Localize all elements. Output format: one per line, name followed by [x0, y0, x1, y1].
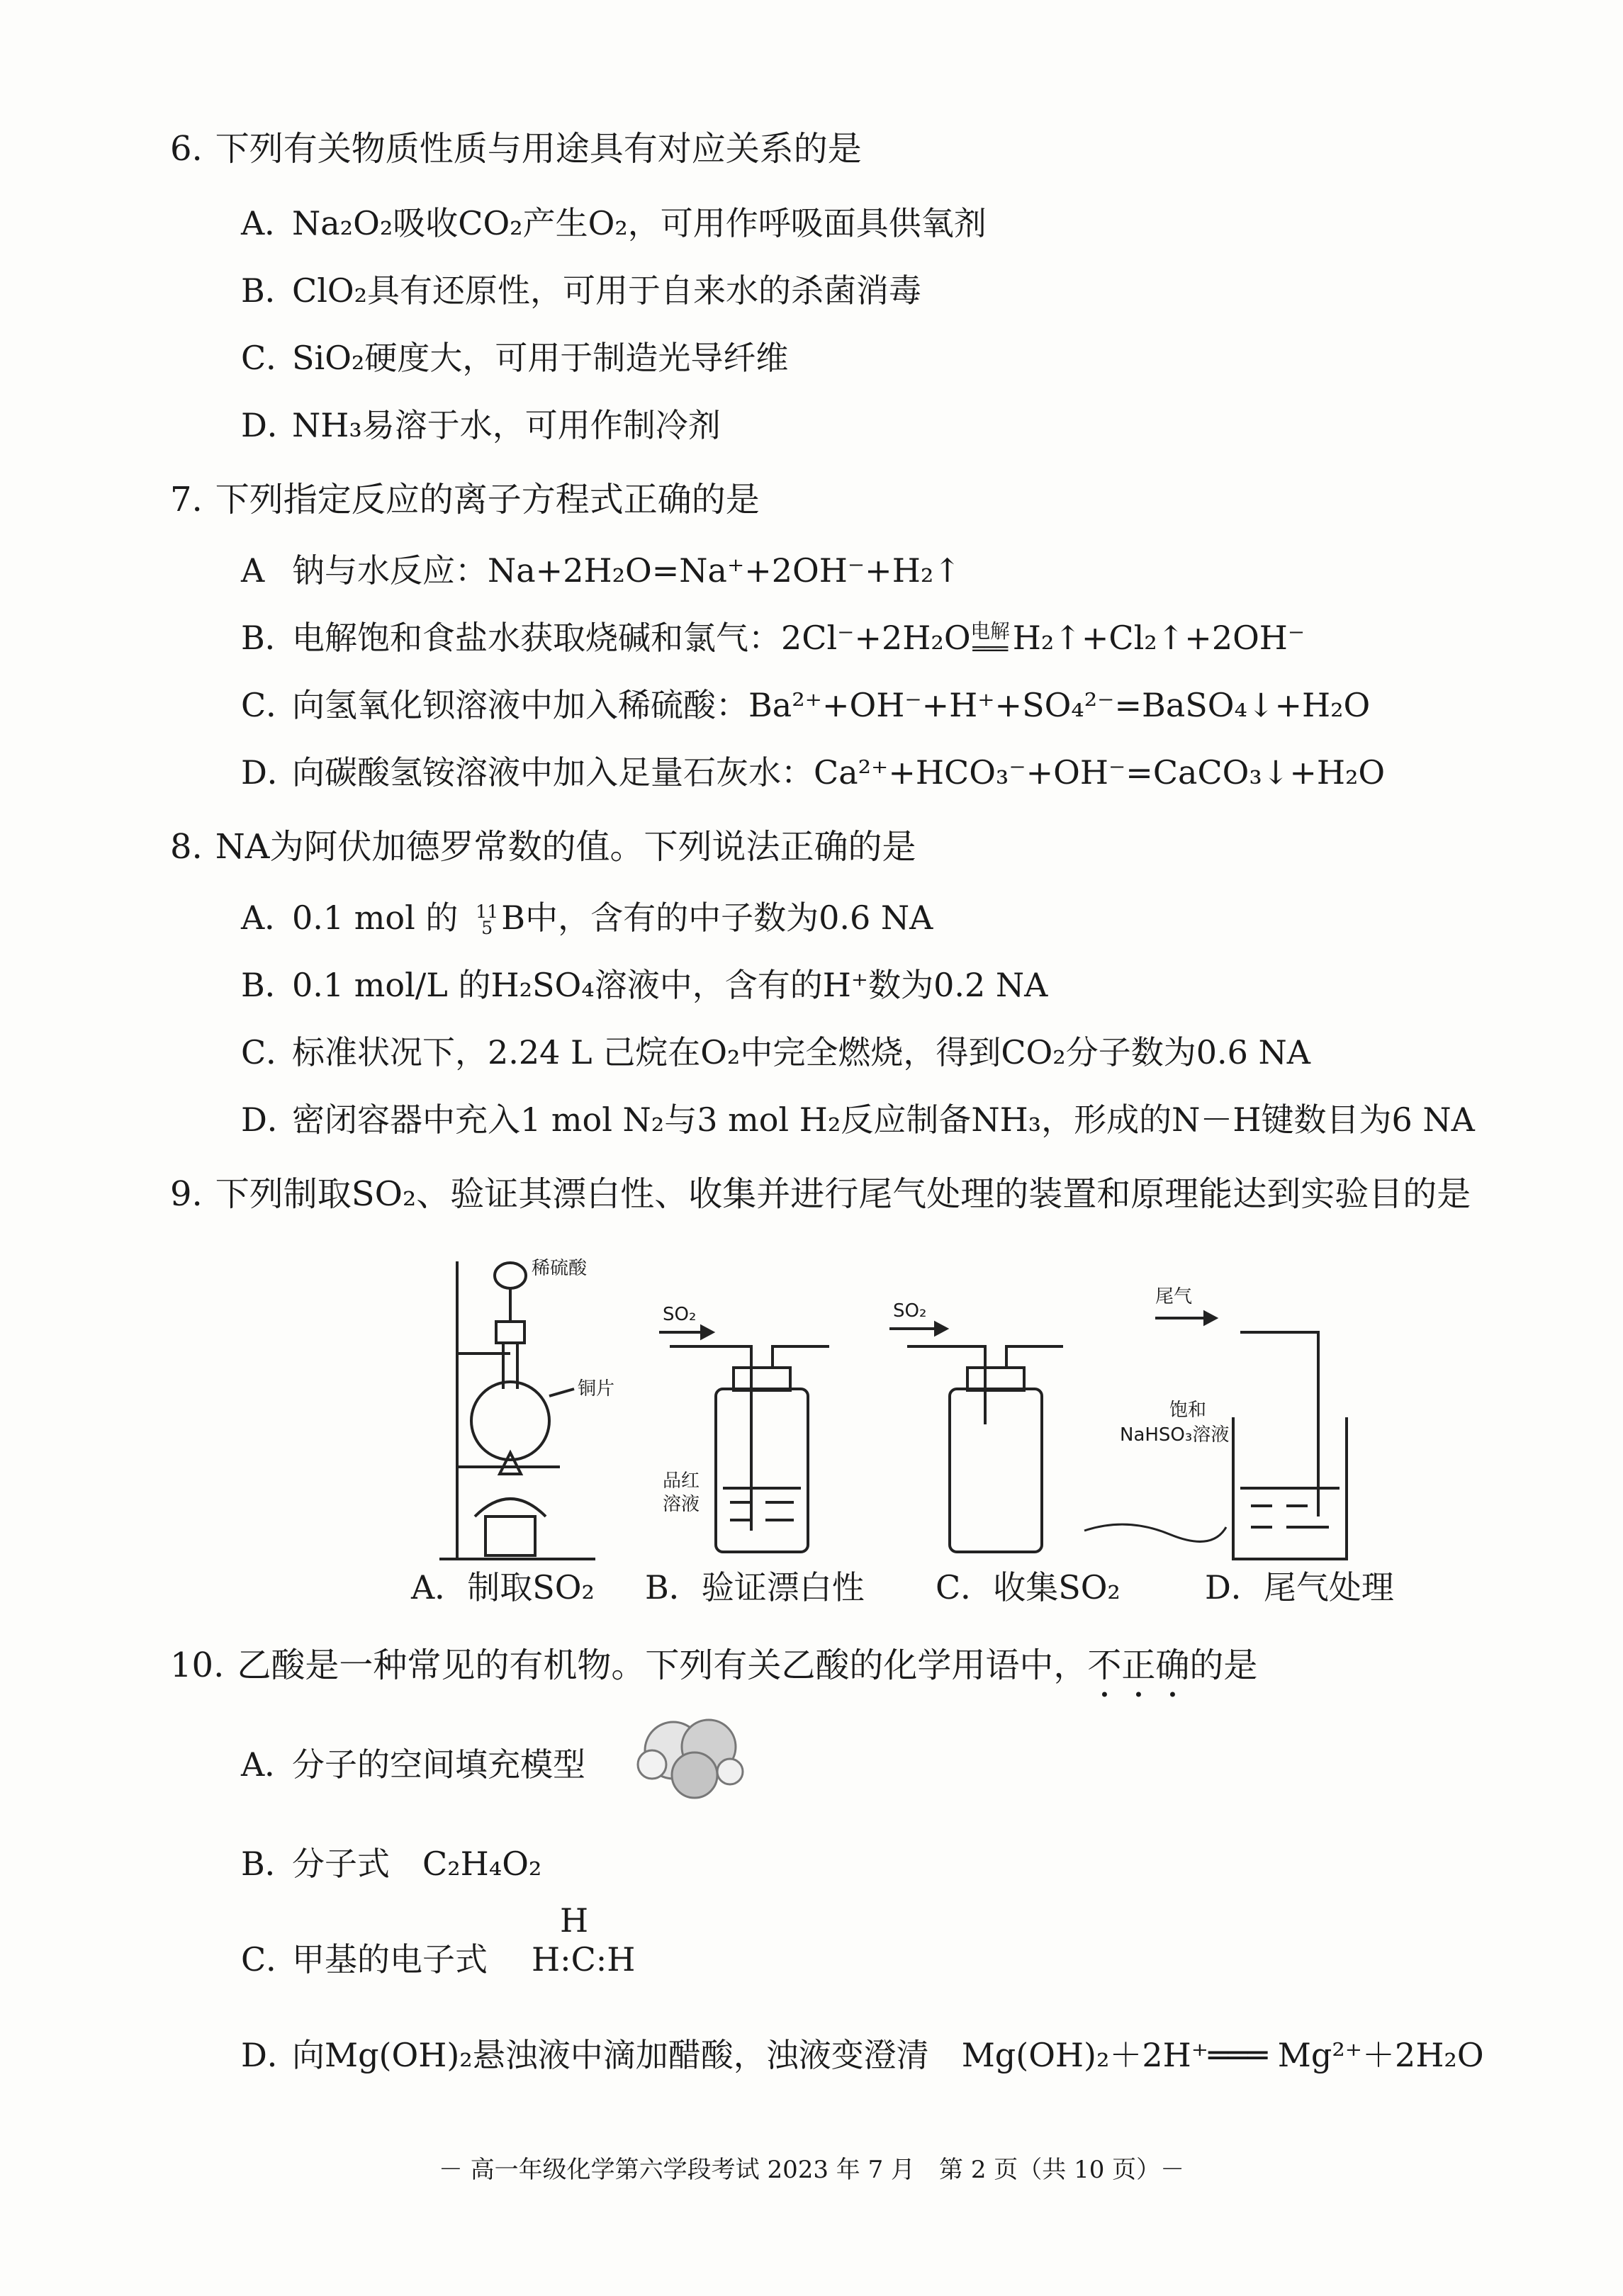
option-text: 甲基的电子式 [292, 1940, 488, 1979]
question-number: 8. [170, 827, 203, 867]
option-text: 向碳酸氢铵溶液中加入足量石灰水：Ca²⁺+HCO₃⁻+OH⁻=CaCO₃↓+H₂O [292, 753, 1386, 792]
option-text: ClO₂具有还原性，可用于自来水的杀菌消毒 [292, 271, 922, 310]
question-number: 10. [170, 1645, 225, 1685]
q6-option-d [241, 404, 721, 446]
option-letter: B． [241, 1845, 298, 1883]
page-footer: － 高一年级化学第六学段考试 2023 年 7 月 第 2 页（共 10 页）－ [438, 2156, 1185, 2184]
option-letter: C． [241, 1033, 299, 1071]
option-letter: B． [241, 966, 298, 1004]
label-so2-b: SO₂ [663, 1304, 697, 1325]
caption-a: A．制取SO₂ [411, 1568, 595, 1606]
option-letter: D． [241, 2036, 300, 2074]
option-text-post: 中，含有的中子数为0.6 NA [525, 899, 933, 937]
label-tail-gas: 尾气 [1155, 1286, 1193, 1307]
q6-option-a [241, 202, 987, 244]
question-number: 6. [170, 129, 203, 169]
reaction-condition: 电解 ═══ [970, 619, 1010, 660]
option-letter: A [241, 551, 265, 590]
question-number: 9. [170, 1174, 203, 1214]
question-text: 下列有关物质性质与用途具有对应关系的是 [215, 129, 862, 169]
mass-number: 11 [476, 901, 499, 923]
option-text: 向Mg(OH)₂悬浊液中滴加醋酸，浊液变澄清 Mg(OH)₂＋2H⁺═══ Mg²⁺＋2H₂O [292, 2036, 1484, 2074]
option-text: 电解饱和食盐水获取烧碱和氯气：2Cl⁻+2H₂O [292, 619, 971, 657]
question-6-stem [170, 128, 862, 170]
apparatus-drawing [418, 1247, 1432, 1566]
option-text: 标准状况下，2.24 L 己烷在O₂中完全燃烧，得到CO₂分子数为0.6 NA [292, 1033, 1310, 1071]
emphasis-text: 不正确 [1087, 1645, 1190, 1685]
label-so2-c: SO₂ [893, 1300, 927, 1322]
atomic-number: 5 [481, 918, 493, 938]
option-letter: A． [241, 1745, 298, 1784]
q10-option-d [241, 2034, 1484, 2076]
question-8-stem [170, 826, 916, 868]
option-text: Na₂O₂吸收CO₂产生O₂，可用作呼吸面具供氧剂 [292, 204, 987, 242]
option-text: 0.1 mol 的 [292, 899, 459, 937]
caption-b: B．验证漂白性 [645, 1568, 865, 1606]
q7-option-d [241, 751, 1385, 794]
option-letter: C． [241, 1940, 299, 1979]
label-copper: 铜片 [578, 1378, 615, 1400]
option-letter: D． [241, 753, 300, 792]
option-text: 钠与水反应：Na+2H₂O=Na⁺+2OH⁻+H₂↑ [292, 551, 961, 590]
option-letter: A． [241, 204, 298, 242]
option-letter: D． [241, 1101, 300, 1139]
caption-c: C．收集SO₂ [936, 1568, 1121, 1606]
option-text: NH₃易溶于水，可用作制冷剂 [292, 406, 721, 444]
option-text: 密闭容器中充入1 mol N₂与3 mol H₂反应制备NH₃，形成的N－H键数目为6 NA [292, 1101, 1475, 1139]
question-text: 下列指定反应的离子方程式正确的是 [215, 480, 760, 519]
option-text: SiO₂硬度大，可用于制造光导纤维 [292, 339, 789, 377]
option-text: 分子式 C₂H₄O₂ [292, 1845, 542, 1883]
label-pinhong: 品红 [663, 1470, 700, 1492]
q7-option-b [241, 617, 1305, 659]
option-letter: B． [241, 619, 298, 657]
question-9-stem [170, 1173, 1471, 1215]
label-solution: 溶液 [663, 1494, 700, 1515]
question-text: NA为阿伏加德罗常数的值。下列说法正确的是 [215, 827, 916, 867]
option-letter: C． [241, 686, 299, 724]
option-letter: D． [241, 406, 300, 444]
isotope-numbers [476, 901, 499, 938]
label-saturated: 饱和 [1169, 1400, 1207, 1421]
electron-formula-top: H [560, 1901, 589, 1940]
condition-label: 电解 [970, 619, 1010, 643]
q6-option-c [241, 337, 788, 379]
option-text-post: H₂↑+Cl₂↑+2OH⁻ [1012, 619, 1305, 657]
q6-option-b [241, 269, 921, 312]
q8-option-d [241, 1098, 1475, 1141]
question-10-stem [170, 1644, 1257, 1705]
space-filling-model-icon [624, 1708, 765, 1807]
option-letter: B． [241, 271, 298, 310]
label-dilute-acid: 稀硫酸 [532, 1258, 588, 1279]
label-nahso3: NaHSO₃溶液 [1120, 1424, 1230, 1446]
question-text: 乙酸是一种常见的有机物。下列有关乙酸的化学用语中， [237, 1645, 1088, 1685]
caption-d: D．尾气处理 [1205, 1568, 1394, 1606]
option-text: 分子的空间填充模型 [292, 1745, 585, 1784]
option-letter: A． [241, 899, 298, 937]
q8-option-c [241, 1031, 1310, 1074]
q8-option-b [241, 964, 1048, 1006]
option-text: 向氢氧化钡溶液中加入稀硫酸：Ba²⁺+OH⁻+H⁺+SO₄²⁻=BaSO₄↓+H₂O [292, 686, 1371, 724]
option-text: 0.1 mol/L 的H₂SO₄溶液中，含有的H⁺数为0.2 NA [292, 966, 1048, 1004]
q10-option-b [241, 1842, 541, 1885]
electron-formula: H:C:H [532, 1940, 636, 1979]
q7-option-a [241, 549, 961, 592]
q10-option-c [241, 1938, 488, 1981]
q8-option-a [241, 896, 933, 939]
experiment-apparatus-figure [418, 1247, 1432, 1566]
q10-option-a [241, 1743, 585, 1786]
question-7-stem [170, 478, 760, 521]
question-text-end: 的是 [1189, 1645, 1258, 1685]
element-symbol: B [501, 899, 526, 937]
question-number: 7. [170, 480, 203, 519]
question-text: 下列制取SO₂、验证其漂白性、收集并进行尾气处理的装置和原理能达到实验目的是 [215, 1174, 1471, 1214]
q7-option-c [241, 684, 1370, 726]
option-letter: C． [241, 339, 299, 377]
